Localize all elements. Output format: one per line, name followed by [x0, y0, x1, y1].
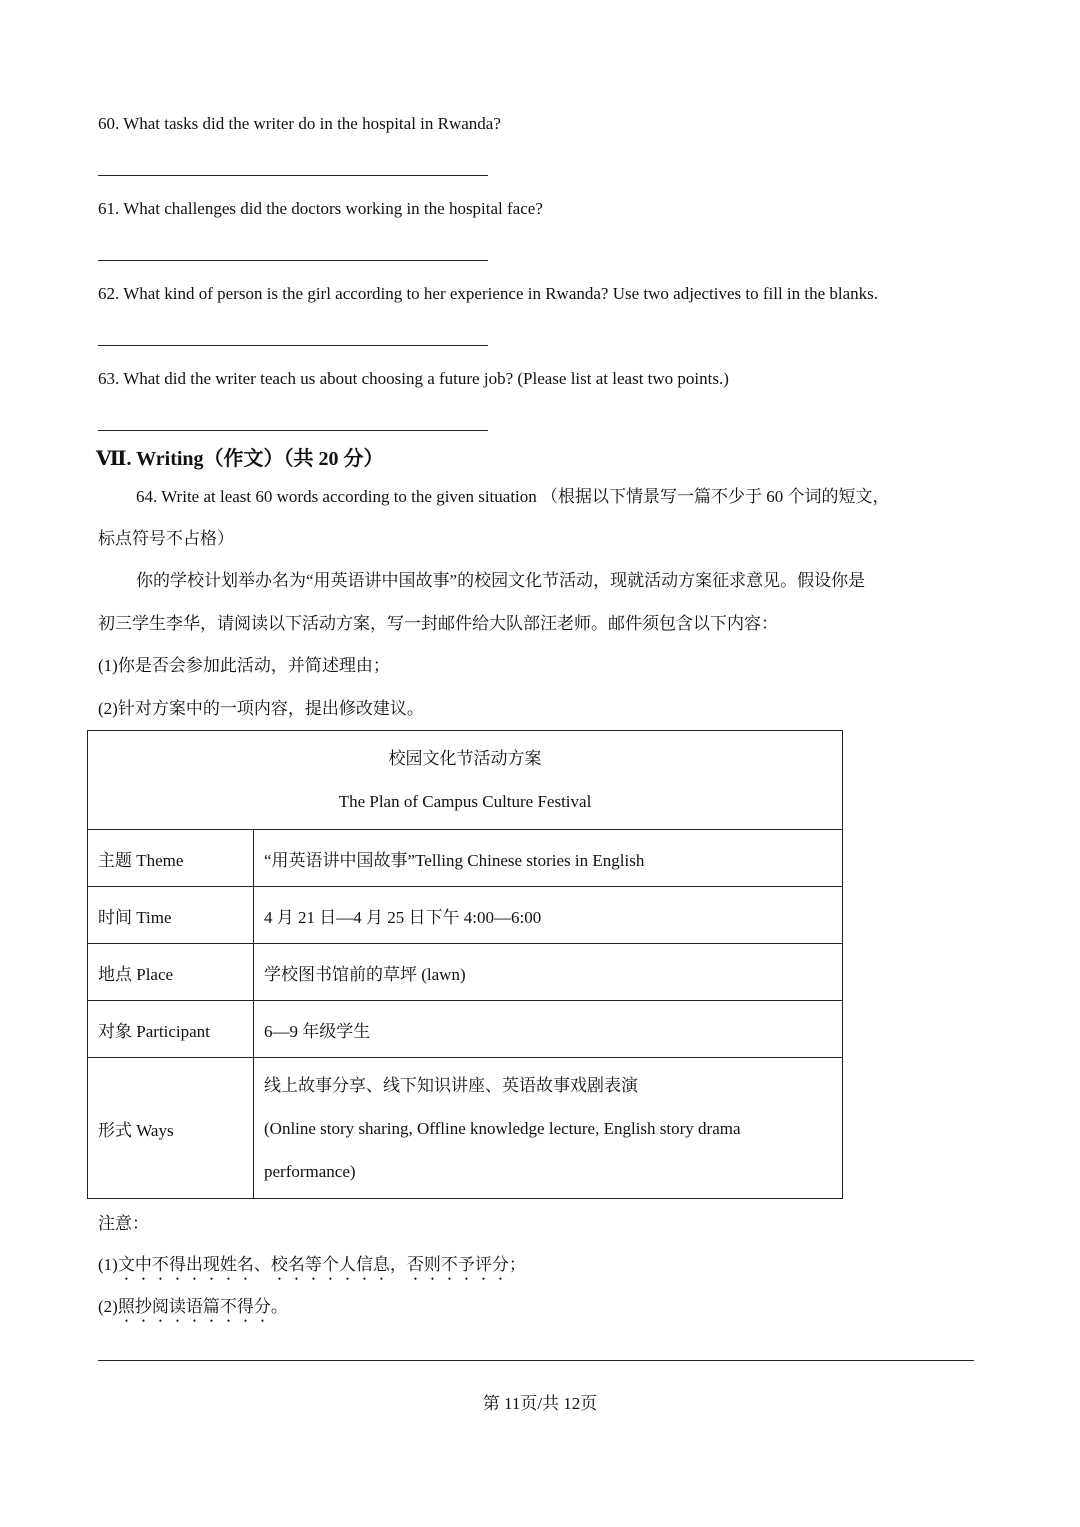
question-61: 61. What challenges did the doctors working in the hospital face?	[98, 199, 543, 218]
answer-line-62[interactable]	[98, 345, 488, 346]
situation-line-1: 你的学校计划举办名为“用英语讲中国故事”的校园文化节活动，现就活动方案征求意见。假设你是	[136, 571, 866, 590]
note-2-prefix: (2)	[98, 1297, 118, 1316]
ways-line-2: (Online story sharing, Offline knowledge lecture, English story drama	[264, 1118, 741, 1138]
plan-title-row	[88, 731, 843, 830]
note-2-text: 照抄阅读语篇不得分。	[117, 1297, 288, 1316]
table-row-ways	[88, 1058, 843, 1199]
plan-title-cn: 校园文化节活动方案	[388, 749, 542, 768]
writing-prompt-line-2: 标点符号不占格）	[98, 529, 234, 548]
row-label: 对象 Participant	[88, 1001, 254, 1058]
answer-line-60[interactable]	[98, 175, 488, 176]
row-label: 时间 Time	[88, 887, 254, 944]
table-row-place	[88, 944, 843, 1001]
ways-line-3: performance)	[264, 1161, 356, 1181]
page-number: 第 11页/共 12页	[482, 1394, 598, 1413]
question-63: 63. What did the writer teach us about choosing a future job? (Please list at least two points.)	[98, 369, 729, 388]
note-2	[98, 1295, 288, 1326]
activity-plan-table	[87, 730, 843, 1199]
note-1	[98, 1253, 526, 1284]
row-label: 形式 Ways	[88, 1058, 254, 1199]
row-label: 地点 Place	[88, 944, 254, 1001]
row-value: “用英语讲中国故事”Telling Chinese stories in English	[254, 830, 843, 887]
question-62: 62. What kind of person is the girl according to her experience in Rwanda? Use two adjectives to fill in the blanks.	[98, 284, 879, 303]
table-row-participant	[88, 1001, 843, 1058]
note-1-text: 文中不得出现姓名、校名等个人信息，否则不予评分；	[117, 1255, 526, 1274]
note-1-prefix: (1)	[98, 1255, 118, 1274]
question-60: 60. What tasks did the writer do in the hospital in Rwanda?	[98, 114, 501, 133]
table-row-time	[88, 887, 843, 944]
requirement-1: (1)你是否会参加此活动，并简述理由；	[98, 656, 390, 675]
row-value: 4 月 21 日—4 月 25 日下午 4:00—6:00	[254, 887, 843, 944]
writing-prompt-line-1: 64. Write at least 60 words according to the given situation （根据以下情景写一篇不少于 60 个词的短文，	[136, 487, 890, 506]
footer-divider	[98, 1360, 974, 1361]
plan-title-cell	[88, 731, 843, 830]
answer-line-63[interactable]	[98, 430, 488, 431]
section-heading-writing: Ⅶ. Writing（作文）（共 20 分）	[96, 448, 384, 470]
row-value: 学校图书馆前的草坪 (lawn)	[254, 944, 843, 1001]
table-row-theme	[88, 830, 843, 887]
answer-line-61[interactable]	[98, 260, 488, 261]
row-value	[254, 1058, 843, 1199]
requirement-2: (2)针对方案中的一项内容，提出修改建议。	[98, 699, 424, 718]
row-label: 主题 Theme	[88, 830, 254, 887]
ways-line-1: 线上故事分享、线下知识讲座、英语故事戏剧表演	[264, 1075, 638, 1095]
plan-title-en: The Plan of Campus Culture Festival	[338, 792, 592, 811]
notes-title: 注意：	[98, 1214, 149, 1233]
row-value: 6—9 年级学生	[254, 1001, 843, 1058]
situation-line-2: 初三学生李华，请阅读以下活动方案，写一封邮件给大队部汪老师。邮件须包含以下内容：	[98, 614, 778, 633]
